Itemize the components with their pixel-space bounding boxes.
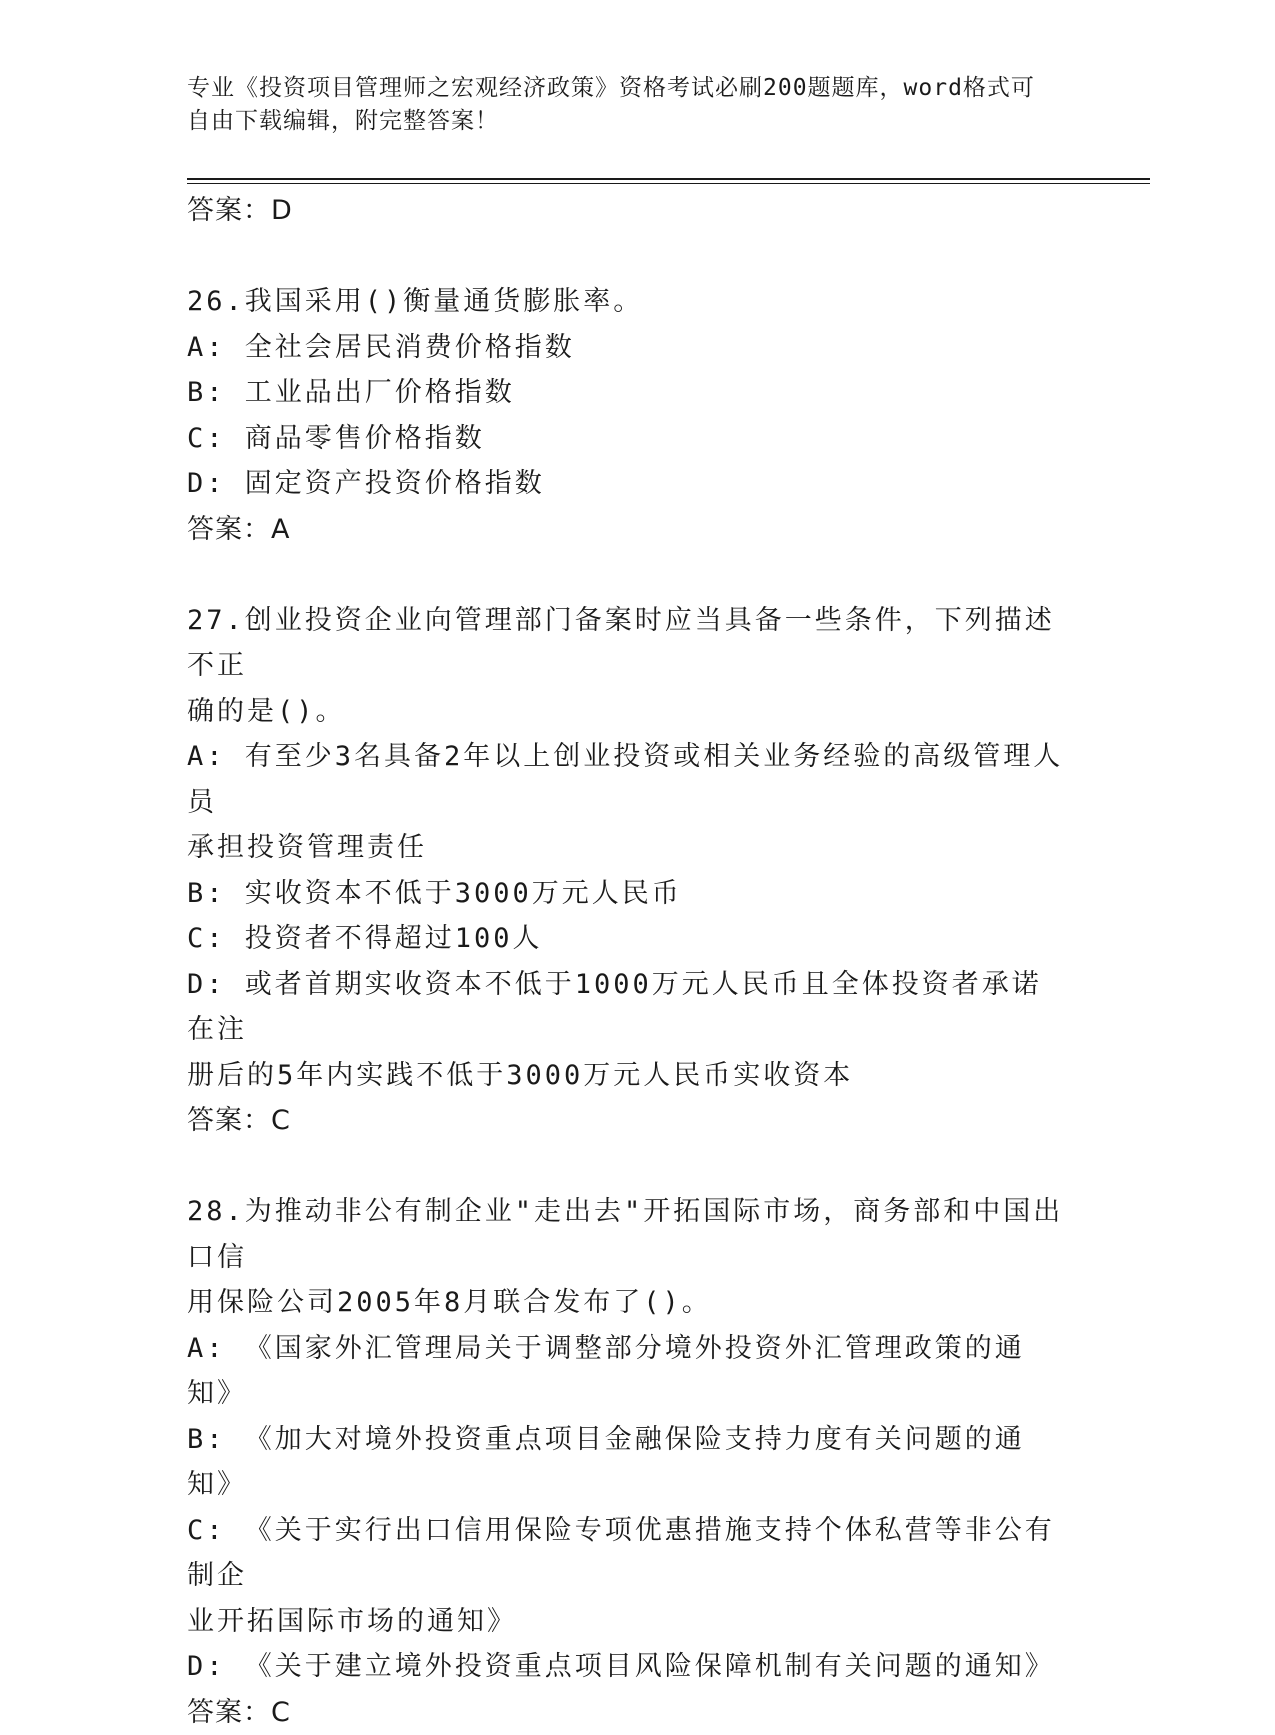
spacer (187, 234, 1067, 280)
header-line: 专业《投资项目管理师之宏观经济政策》资格考试必刷200题题库，word格式可 (187, 72, 1067, 105)
option-a: A: 全社会居民消费价格指数 (187, 325, 1067, 371)
header-divider-thin (187, 183, 1150, 184)
option-b: B: 工业品出厂价格指数 (187, 370, 1067, 416)
header-line: 自由下载编辑，附完整答案！ (187, 105, 1067, 138)
question-26 (187, 279, 1067, 552)
option-a: A: 《国家外汇管理局关于调整部分境外投资外汇管理政策的通知》 (187, 1326, 1067, 1417)
spacer (187, 1144, 1067, 1190)
header-divider (187, 178, 1150, 180)
option-d: D: 《关于建立境外投资重点项目风险保障机制有关问题的通知》 (187, 1644, 1067, 1690)
option-d: D: 固定资产投资价格指数 (187, 461, 1067, 507)
option-a-cont: 承担投资管理责任 (187, 825, 1067, 871)
spacer (187, 552, 1067, 598)
answer: 答案：C (187, 1098, 1067, 1144)
question-content (187, 188, 1067, 1735)
option-a: A: 有至少3名具备2年以上创业投资或相关业务经验的高级管理人员 (187, 734, 1067, 825)
answer: 答案：C (187, 1690, 1067, 1735)
option-c-cont: 业开拓国际市场的通知》 (187, 1599, 1067, 1645)
option-d-cont: 册后的5年内实践不低于3000万元人民币实收资本 (187, 1053, 1067, 1099)
question-28 (187, 1189, 1067, 1735)
previous-answer: 答案：D (187, 188, 1067, 234)
option-c: C: 投资者不得超过100人 (187, 916, 1067, 962)
option-c: C: 商品零售价格指数 (187, 416, 1067, 462)
option-b: B: 《加大对境外投资重点项目金融保险支持力度有关问题的通知》 (187, 1417, 1067, 1508)
question-27 (187, 598, 1067, 1144)
question-stem: 28.为推动非公有制企业"走出去"开拓国际市场，商务部和中国出口信 (187, 1189, 1067, 1280)
answer: 答案：A (187, 507, 1067, 553)
question-stem-cont: 确的是()。 (187, 689, 1067, 735)
question-stem-cont: 用保险公司2005年8月联合发布了()。 (187, 1280, 1067, 1326)
option-c: C: 《关于实行出口信用保险专项优惠措施支持个体私营等非公有制企 (187, 1508, 1067, 1599)
question-stem: 27.创业投资企业向管理部门备案时应当具备一些条件，下列描述不正 (187, 598, 1067, 689)
question-stem: 26.我国采用()衡量通货膨胀率。 (187, 279, 1067, 325)
option-d: D: 或者首期实收资本不低于1000万元人民币且全体投资者承诺在注 (187, 962, 1067, 1053)
option-b: B: 实收资本不低于3000万元人民币 (187, 871, 1067, 917)
document-header (187, 72, 1067, 138)
